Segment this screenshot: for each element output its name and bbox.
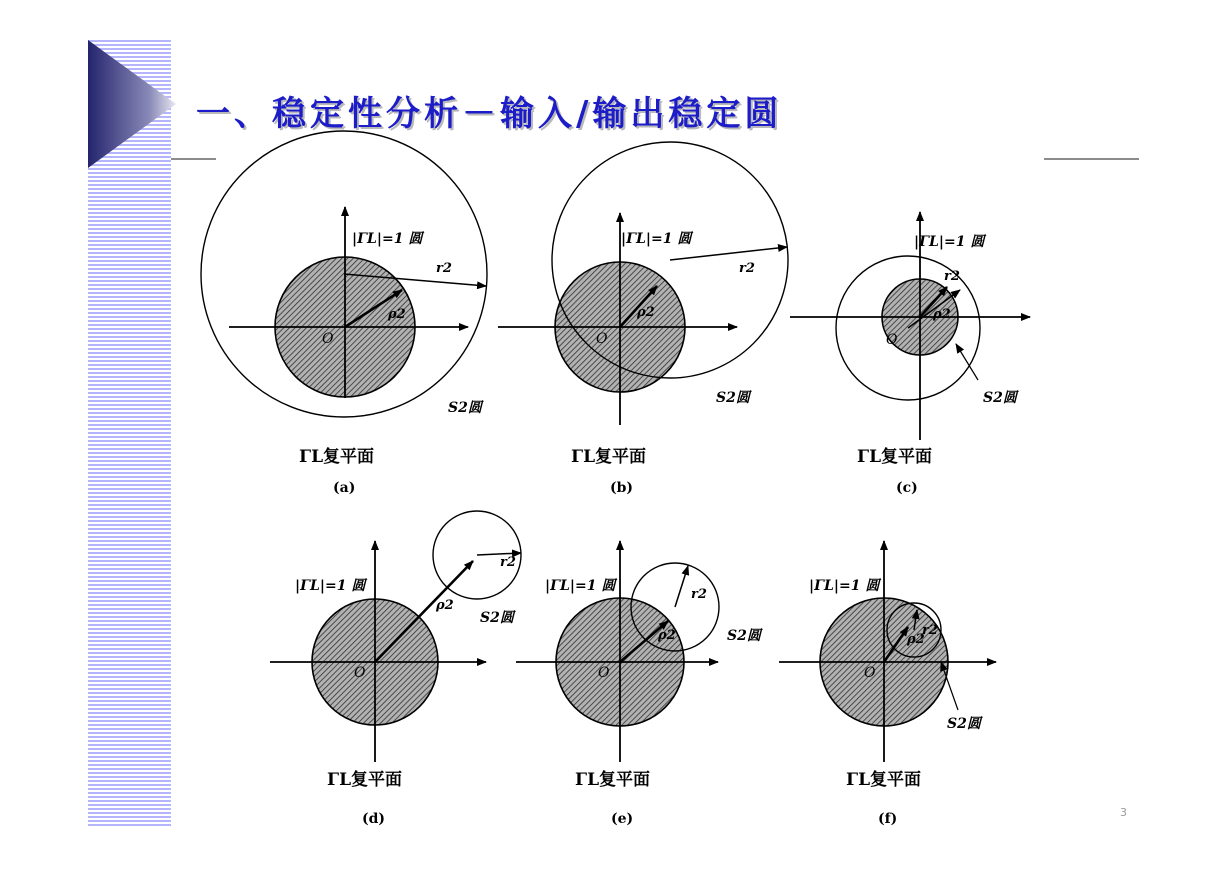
s-circle-label: S2圆 xyxy=(947,716,981,732)
plane-label: ΓL复平面 xyxy=(571,447,647,467)
origin-label: O xyxy=(886,332,898,348)
unit-circle-label: |ΓL|=1 圆 xyxy=(914,234,985,250)
unit-circle-label: |ΓL|=1 圆 xyxy=(545,578,616,594)
s-circle-label: S2圆 xyxy=(480,610,514,626)
plane-label: ΓL复平面 xyxy=(299,447,375,467)
plane-label: ΓL复平面 xyxy=(846,770,922,790)
rho-label: ρ2 xyxy=(907,632,925,647)
plane-label: ΓL复平面 xyxy=(327,770,403,790)
panel-caption: (a) xyxy=(333,480,356,496)
radius-label: r2 xyxy=(500,555,516,570)
s-circle-label: S2圆 xyxy=(727,628,761,644)
panel-f xyxy=(779,541,996,827)
origin-label: O xyxy=(864,665,876,681)
radius-label: r2 xyxy=(922,623,938,638)
rho-label: ρ2 xyxy=(436,598,454,613)
rho-label: ρ2 xyxy=(658,628,676,643)
panel-caption: (e) xyxy=(611,811,634,827)
origin-label: O xyxy=(596,331,608,347)
origin-label: O xyxy=(598,665,610,681)
s-circle-label: S2圆 xyxy=(983,390,1017,406)
radius-label: r2 xyxy=(691,587,707,602)
plane-label: ΓL复平面 xyxy=(575,770,651,790)
rho-label: ρ2 xyxy=(388,307,406,322)
origin-label: O xyxy=(322,331,334,347)
panel-caption: (f) xyxy=(878,811,898,827)
page-number: 3 xyxy=(1120,806,1127,819)
panel-e xyxy=(516,541,764,827)
s-circle-pointer xyxy=(956,344,978,380)
page-title: 一、稳定性分析－输入/输出稳定圆 xyxy=(196,94,783,134)
panel-caption: (c) xyxy=(896,480,918,496)
s-circle-label: S2圆 xyxy=(448,400,482,416)
panel-d xyxy=(270,511,521,827)
origin-label: O xyxy=(354,665,366,681)
plane-label: ΓL复平面 xyxy=(857,447,933,467)
unit-circle-label: |ΓL|=1 圆 xyxy=(809,578,880,594)
rho-label: ρ2 xyxy=(933,307,951,322)
radius-vector xyxy=(675,566,688,607)
panel-caption: (d) xyxy=(362,811,386,827)
rho-label: ρ2 xyxy=(637,305,655,320)
s-circle-label: S2圆 xyxy=(716,390,750,406)
panel-c xyxy=(790,212,1030,496)
panel-caption: (b) xyxy=(610,480,634,496)
radius-label: r2 xyxy=(944,269,960,284)
radius-label: r2 xyxy=(436,261,452,276)
unit-circle-label: |ΓL|=1 圆 xyxy=(295,578,366,594)
radius-label: r2 xyxy=(739,261,755,276)
panel-a xyxy=(201,131,487,496)
unit-circle-label: |ΓL|=1 圆 xyxy=(352,231,423,247)
unit-circle-label: |ΓL|=1 圆 xyxy=(621,231,692,247)
radius-vector xyxy=(670,247,787,260)
panel-b xyxy=(498,142,788,496)
